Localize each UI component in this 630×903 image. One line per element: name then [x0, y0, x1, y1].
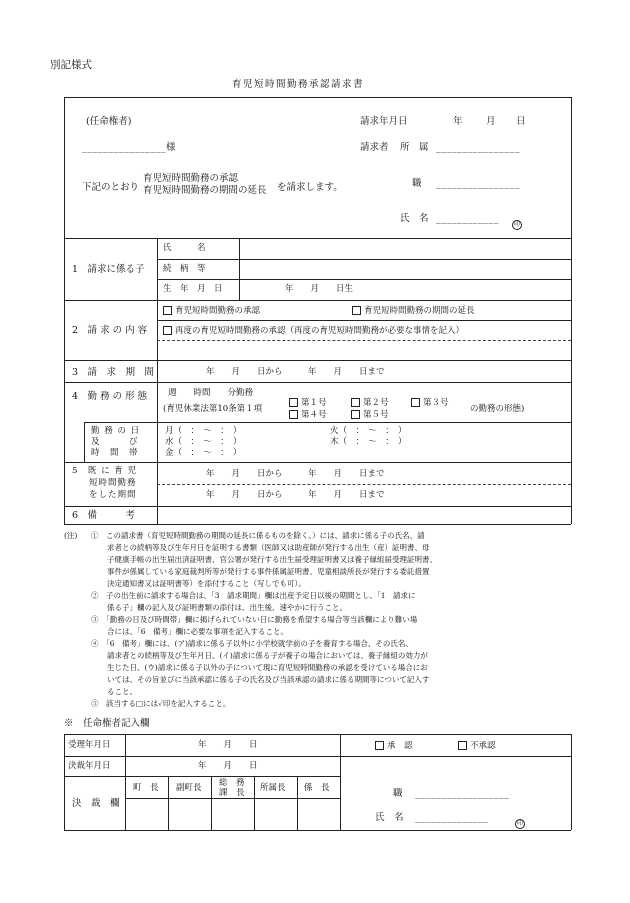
- schedule-wed[interactable]: 水（ ： ～ ： ）: [165, 437, 242, 447]
- addressee-line[interactable]: ________________様: [82, 142, 177, 153]
- official-position-label: 職: [393, 788, 403, 799]
- note-4b: 請求者との続柄等及び生年月日、(イ)請求に係る子が養子の場合においては、養子縁組の効力が: [107, 651, 428, 660]
- disapprove-option[interactable]: 不承認: [458, 741, 496, 751]
- row1-label: 1 請求に係る子: [72, 264, 145, 275]
- note-2b: 係る子」欄の記入及び証明書類の添付は、出生後、速やかに行うこと。: [107, 603, 347, 612]
- seal-mark: 印: [513, 221, 520, 228]
- decided-date[interactable]: 年 月 日: [198, 761, 258, 771]
- appointer-label: (任命権者): [86, 116, 132, 127]
- note-2: ② 子の出生前に請求する場合は、「3 請求期間」欄は出産予定日以後の期間とし、「1 請求に: [91, 591, 416, 600]
- official-name-label: 氏 名: [375, 812, 404, 823]
- notes-head: (注): [64, 531, 78, 540]
- lead-option-extension: 育児短時間勤務の期間の延長: [143, 185, 267, 196]
- note-4e: ること。: [107, 687, 137, 696]
- lead-option-approval: 育児短時間勤務の承認: [143, 173, 239, 184]
- row5-label-b: 短時間勤務: [89, 478, 137, 488]
- work-days-label-c: 時 間 帯: [91, 448, 139, 458]
- row4-label: 4 勤 務 の 形 態: [72, 391, 148, 402]
- form-label: 別記様式: [50, 59, 92, 71]
- checkbox-icon: [351, 410, 360, 419]
- child-birth-date[interactable]: 年 月 日生: [285, 284, 354, 294]
- opt-no4[interactable]: 第４号: [289, 410, 327, 420]
- decided-date-label: 決裁年月日: [68, 761, 111, 771]
- checkbox-icon: [163, 306, 172, 315]
- position-field[interactable]: ________________: [436, 178, 520, 189]
- received-date-label: 受理年月日: [68, 740, 111, 750]
- page-title: 育児短時間勤務承認請求書: [232, 79, 365, 90]
- official-position-field[interactable]: __________________: [415, 788, 510, 799]
- opt-reapproval[interactable]: 再度の育児短時間勤務の承認（再度の育児短時間勤務が必要な事情を記入）: [163, 326, 464, 336]
- opt-no2[interactable]: 第２号: [351, 398, 389, 408]
- law-suffix: の勤務の形態): [470, 404, 525, 414]
- lead-prefix: 下記のとおり: [82, 182, 140, 193]
- weekly-hours[interactable]: 週 時間 分勤務: [168, 388, 254, 398]
- affiliation-label: 所 属: [400, 142, 429, 153]
- opt-no1[interactable]: 第１号: [289, 398, 327, 408]
- checkbox-icon: [411, 398, 420, 407]
- checkbox-icon: [458, 741, 467, 750]
- opt-no3[interactable]: 第３号: [411, 398, 449, 408]
- request-period[interactable]: 年 月 日から 年 月 日まで: [206, 367, 385, 377]
- checkbox-icon: [375, 741, 384, 750]
- col-deputy-mayor: 副町長: [176, 783, 202, 793]
- request-day: 日: [516, 116, 526, 127]
- checkbox-icon: [289, 410, 298, 419]
- note-4c: 生じた日、(ウ)請求に係る子以外の子について現に育児短時間勤務の承認を受けている場合にお: [107, 663, 428, 672]
- note-3b: 合には、「6 備考」欄に必要な事項を記入すること。: [107, 627, 289, 636]
- opt-extension[interactable]: 育児短時間勤務の期間の延長: [352, 306, 475, 316]
- kessai-label: 決 裁 欄: [72, 798, 120, 809]
- received-date[interactable]: 年 月 日: [198, 740, 258, 750]
- past-period-1[interactable]: 年 月 日から 年 月 日まで: [206, 469, 385, 479]
- opt-no5[interactable]: 第５号: [351, 410, 389, 420]
- official-section-head: ※ 任命権者記入欄: [64, 718, 150, 729]
- col-general-affairs-a: 総 務: [219, 778, 245, 788]
- child-relation-label: 続 柄 等: [163, 264, 206, 274]
- child-name-label: 氏 名: [163, 243, 206, 253]
- col-general-affairs-b: 課 長: [219, 788, 245, 798]
- row5-label-a: 5 既 に 育 児: [72, 466, 138, 476]
- schedule-thu[interactable]: 木（ ： ～ ： ）: [330, 437, 407, 447]
- official-name-field[interactable]: ______________: [415, 812, 489, 823]
- approve-option[interactable]: 承 認: [375, 741, 413, 751]
- schedule-fri[interactable]: 金（ ： ～ ： ）: [165, 448, 242, 458]
- schedule-tue[interactable]: 火（ ： ～ ： ）: [330, 426, 407, 436]
- col-chief: 係 長: [304, 783, 330, 793]
- note-1e: 決定通知書又は証明書等）を添付すること（写しでも可）。: [107, 579, 306, 588]
- note-1: ① この請求書（育児短時間勤務の期間の延長に係るものを除く。）には、請求に係る子の氏名、請: [91, 531, 425, 540]
- work-days-label-b: 及 び: [91, 437, 139, 447]
- request-year: 年: [453, 116, 463, 127]
- note-5: ⑤ 該当する□には✓印を記入すること。: [91, 699, 231, 708]
- schedule-mon[interactable]: 月（ ： ～ ： ）: [165, 426, 242, 436]
- row3-label: 3 請 求 期 間: [72, 367, 155, 378]
- col-dept-head: 所属長: [260, 783, 286, 793]
- note-3: ③ 「勤務の日及び時間帯」欄に掲げられていない日に勤務を希望する場合等当該欄により難い場: [91, 615, 418, 624]
- request-month: 月: [486, 116, 496, 127]
- past-period-2[interactable]: 年 月 日から 年 月 日まで: [206, 490, 385, 500]
- opt-approval[interactable]: 育児短時間勤務の承認: [163, 306, 260, 316]
- col-mayor: 町 長: [133, 783, 159, 793]
- law-reference: (育児休業法第10条第１項: [163, 404, 263, 414]
- note-1b: 求者との続柄等及び生年月日を証明する書類（医師又は助産師が発行する出生（産）証明書、母: [107, 543, 430, 552]
- checkbox-icon: [163, 326, 172, 335]
- checkbox-icon: [289, 398, 298, 407]
- row5-label-c: をした期間: [89, 490, 137, 500]
- name-field[interactable]: ____________: [436, 213, 499, 224]
- request-date-label: 請求年月日: [360, 116, 408, 127]
- work-days-label-a: 勤 務 の 日: [91, 426, 141, 436]
- note-4d: いては、その旨並びに当該承認に係る子の氏名及び当該承認の請求に係る期間等について記入す: [107, 675, 430, 684]
- requester-label: 請求者: [360, 142, 389, 153]
- note-1c: 子健康手帳の出生届出済証明書、官公署が発行する出生届受理証明書又は養子縁組届受理証明書、: [107, 555, 437, 564]
- checkbox-icon: [352, 306, 361, 315]
- affiliation-field[interactable]: ________________: [436, 142, 520, 153]
- note-4: ④ 「6 備考」欄には、(ア)請求に係る子以外に小学校就学前の子を養育する場合、その氏名、: [91, 639, 413, 648]
- child-birth-label: 生 年 月 日: [163, 284, 223, 294]
- row6-label: 6 備 考: [72, 510, 136, 521]
- note-1d: 事件が係属している家庭裁判所等が発行する事件係属証明書、児童相談所長が発行する委託措置: [107, 567, 430, 576]
- row2-label: 2 請 求 の 内 容: [72, 325, 148, 336]
- name-label: 氏 名: [400, 213, 429, 224]
- checkbox-icon: [351, 398, 360, 407]
- official-seal-mark: 印: [516, 820, 523, 827]
- lead-suffix: を請求します。: [277, 182, 343, 193]
- position-label: 職: [412, 178, 422, 189]
